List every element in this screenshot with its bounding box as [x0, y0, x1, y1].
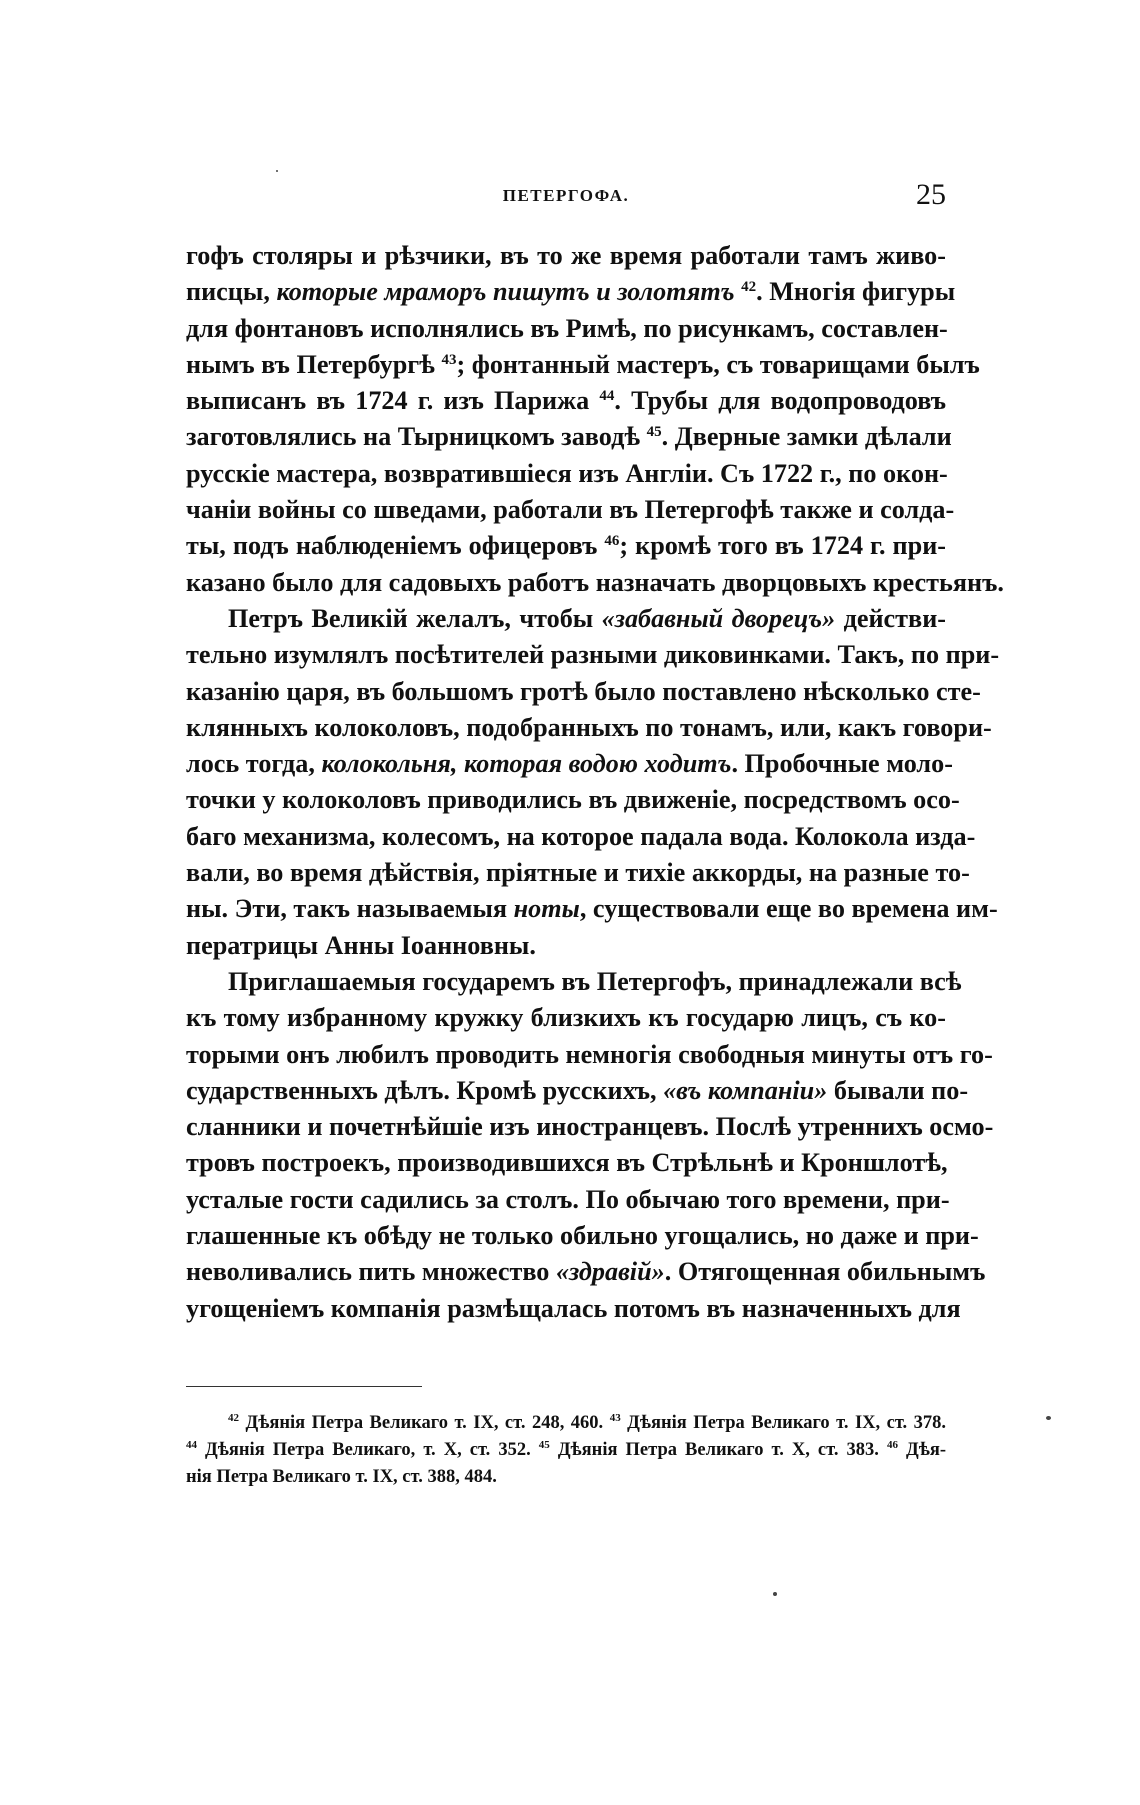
text-line [186, 1218, 979, 1254]
text-run: нымъ въ Петербургѣ [186, 349, 442, 379]
footnote-ref: 42 [228, 1412, 239, 1424]
footnote-ref: 45 [646, 424, 662, 441]
text-run: , существовали еще во времена им- [579, 894, 998, 924]
footnote-ref: 44 [599, 388, 615, 405]
text-line [186, 964, 962, 1000]
text-run: для фонтановъ исполнялись въ Римѣ, по рисункамъ, составлен- [186, 313, 948, 343]
text-line [186, 891, 998, 927]
text-run: писцы, [186, 277, 277, 307]
footnote-ref: 42 [741, 279, 757, 296]
text-run: усталые гости садились за столъ. По обычаю того времени, при- [186, 1184, 950, 1214]
text-run: Дѣянія Петра Великаго т. X, ст. 383. [549, 1440, 887, 1460]
text-line [186, 347, 980, 383]
italic-phrase: колокольня, которая водою ходитъ [321, 749, 732, 779]
text-line [186, 1109, 994, 1145]
text-run: Дѣянія Петра Великаго, т. X, ст. 352. [197, 1440, 539, 1460]
footnote-ref: 46 [886, 1439, 898, 1451]
text-run: клянныхъ колоколовъ, подобранныхъ по тонамъ, или, какъ говори- [186, 712, 992, 742]
text-run: сударственныхъ дѣлъ. Кромѣ русскихъ, [186, 1075, 664, 1105]
text-line [186, 928, 946, 964]
print-speck [276, 170, 278, 172]
paragraph [186, 964, 994, 1327]
text-run: ператрицы Анны Іоанновны. [186, 930, 536, 960]
text-run: . Пробочные моло- [731, 749, 953, 779]
footnote-ref: 43 [609, 1412, 621, 1424]
italic-phrase: «въ компаніи» [663, 1075, 828, 1105]
text-run: точки у колоколовъ приводились въ движеніе, посредствомъ осо- [186, 785, 960, 815]
text-line [186, 1254, 986, 1290]
text-run: . Многія фигуры [756, 277, 956, 307]
text-line [186, 492, 955, 528]
text-run: нія Петра Великаго т. IX, ст. 388, 484. [186, 1467, 497, 1487]
paragraph [186, 601, 1000, 964]
footnote-ref: 46 [604, 533, 620, 550]
text-line [186, 1000, 946, 1036]
footnote-divider [186, 1386, 422, 1387]
text-run: угощеніемъ компанія размѣщалась потомъ въ назначенныхъ для [186, 1293, 961, 1323]
text-line [186, 1291, 961, 1327]
text-run: ; кромѣ того въ 1724 г. при- [619, 531, 946, 561]
text-run: торыми онъ любилъ проводить немногія свободныя минуты отъ го- [186, 1039, 993, 1069]
text-line [186, 710, 992, 746]
text-line [186, 1182, 950, 1218]
text-run: Дѣя- [897, 1440, 946, 1460]
print-speck [1046, 1416, 1051, 1420]
paragraph [186, 238, 1004, 601]
text-run: Приглашаемыя государемъ въ Петергофъ, принадлежали всѣ [228, 966, 962, 996]
body-text [186, 238, 1004, 1327]
text-run: ты, подъ наблюденіемъ офицеровъ [186, 531, 605, 561]
text-run: . Отягощенная обильнымъ [664, 1257, 986, 1287]
text-line [186, 601, 946, 637]
text-line [186, 528, 946, 564]
footnote-line [186, 1464, 946, 1491]
text-line [186, 274, 956, 310]
text-run: ны. Эти, такъ называемыя [186, 894, 514, 924]
text-run: выписанъ въ 1724 г. изъ Парижа [186, 386, 600, 416]
page-number: 25 [916, 178, 946, 211]
text-line [186, 1073, 969, 1109]
footnote-ref: 45 [538, 1439, 550, 1451]
text-line [186, 1145, 946, 1181]
text-run: бывали по- [827, 1075, 969, 1105]
text-line [186, 674, 981, 710]
text-line [186, 637, 1000, 673]
print-speck [773, 1592, 777, 1596]
running-head [186, 178, 946, 218]
italic-phrase: которые мраморъ пишутъ и золотятъ [276, 277, 735, 307]
text-run: казанію царя, въ большомъ гротѣ было поставлено нѣсколько сте- [186, 676, 981, 706]
text-run: заготовлялись на Тырницкомъ заводѣ [186, 422, 647, 452]
text-line [186, 819, 976, 855]
text-line [186, 419, 952, 455]
text-line [186, 565, 1004, 601]
running-title: ПЕТЕРГОФА. [502, 186, 630, 205]
footnotes [186, 1410, 946, 1491]
text-run: Дѣянія Петра Великаго т. IX, ст. 248, 460. [239, 1413, 610, 1433]
text-run: . Дверные замки дѣлали [661, 422, 952, 452]
text-run: сланники и почетнѣйшіе изъ иностранцевъ. Послѣ утреннихъ осмо- [186, 1112, 994, 1142]
text-line [186, 1037, 993, 1073]
text-line [186, 238, 946, 274]
text-run: русскіе мастера, возвратившіеся изъ Англіи. Съ 1722 г., по окон- [186, 458, 948, 488]
text-run: къ тому избранному кружку близкихъ къ государю лицъ, съ ко- [186, 1003, 946, 1033]
text-line [186, 746, 953, 782]
text-run: казано было для садовыхъ работъ назначать дворцовыхъ крестьянъ. [186, 567, 1004, 597]
footnote-ref: 43 [441, 351, 457, 368]
text-line [186, 456, 946, 492]
text-run: чаніи войны со шведами, работали въ Петергофѣ также и солда- [186, 495, 955, 525]
text-run: Петръ Великій желалъ, чтобы [228, 603, 602, 633]
text-run: действи- [835, 603, 946, 633]
text-line [186, 383, 946, 419]
footnote-line [186, 1437, 946, 1464]
text-run: . Трубы для водопроводовъ [614, 386, 946, 416]
text-run: баго механизма, колесомъ, на которое падала вода. Колокола изда- [186, 821, 976, 851]
text-run: вали, во время дѣйствія, пріятные и тихіе аккорды, на разные то- [186, 858, 970, 888]
italic-phrase: «забавный дворецъ» [601, 603, 836, 633]
text-line [186, 311, 946, 347]
text-run: неволивались пить множество [186, 1257, 556, 1287]
text-run: глашенные къ обѣду не только обильно угощались, но даже и при- [186, 1221, 979, 1251]
footnote-line [186, 1410, 946, 1437]
footnote-ref: 44 [186, 1439, 197, 1451]
text-run: гофъ столяры и рѣзчики, въ то же время работали тамъ живо- [186, 241, 946, 270]
text-run: тельно изумлялъ посѣтителей разными диковинками. Такъ, по при- [186, 640, 1000, 670]
text-run: лось тогда, [186, 749, 322, 779]
text-line [186, 782, 960, 818]
text-run: ; фонтанный мастеръ, съ товарищами былъ [456, 349, 980, 379]
italic-phrase: ноты [513, 894, 580, 924]
text-run: Дѣянія Петра Великаго т. IX, ст. 378. [620, 1413, 947, 1433]
italic-phrase: «здравій» [555, 1257, 665, 1287]
text-run: тровъ построекъ, производившихся въ Стрѣльнѣ и Кроншлотѣ, [186, 1148, 948, 1178]
text-line [186, 855, 970, 891]
